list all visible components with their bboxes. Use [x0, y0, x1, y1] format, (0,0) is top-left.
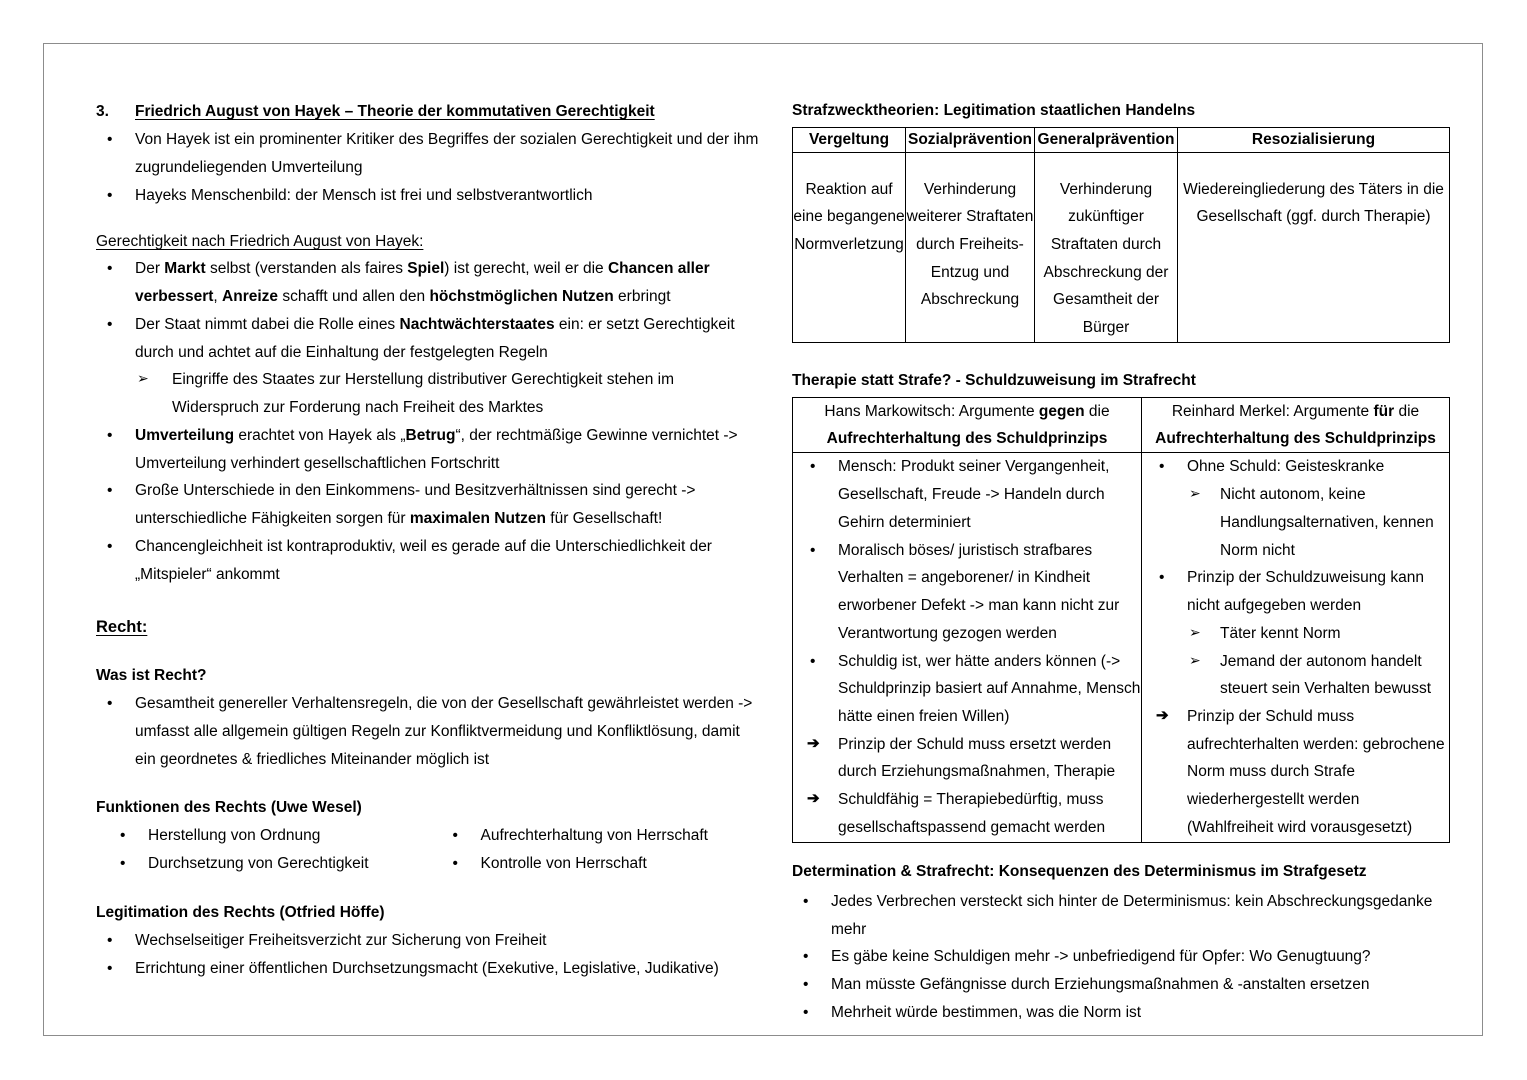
list-item-text: Der Markt selbst (verstanden als faires Spiel) ist gerecht, weil er die Chancen aller verbessert, Anreize schafft und allen den höchstmöglichen Nutzen erbringt — [135, 260, 710, 306]
bullet-icon: • — [107, 959, 113, 977]
gerechtigkeit-heading: Gerechtigkeit nach Friedrich August von Hayek: — [96, 233, 424, 251]
list-item — [793, 537, 1141, 648]
list-item — [96, 477, 761, 532]
list-item-text: Kontrolle von Herrschaft — [480, 855, 647, 873]
bullet-icon: • — [107, 482, 113, 500]
sub-arrow-icon: ➢ — [1189, 651, 1201, 668]
table-row — [793, 152, 1450, 342]
list-item — [1142, 564, 1449, 619]
column-header: Sozialprävention — [906, 128, 1035, 152]
table-header-row — [793, 398, 1450, 453]
column-header: Resozialisierung — [1178, 128, 1450, 152]
list-item-text: Große Unterschiede in den Einkommens- und Besitzverhältnissen sind gerecht -> unterschiedliche Fähigkeiten sorgen für maximalen Nutzen für Gesellschaft! — [135, 482, 696, 528]
bullet-icon: • — [810, 458, 816, 476]
page-columns — [44, 44, 1482, 1035]
list-item-text: Hayeks Menschenbild: der Mensch ist frei und selbstverantwortlich — [135, 186, 593, 204]
list-item — [1142, 620, 1449, 648]
table-cell — [793, 152, 906, 342]
list-item — [793, 731, 1141, 786]
bullet-icon: • — [120, 827, 126, 845]
list-item — [429, 822, 762, 850]
column-header: Generalprävention — [1035, 128, 1178, 152]
list-item-text: Prinzip der Schuld muss aufrechterhalten werden: gebrochene Norm muss durch Strafe wiederhergestellt werden (Wahlfreiheit wird vorausgesetzt) — [1187, 708, 1445, 836]
thick-arrow-icon: ➔ — [807, 734, 820, 752]
list-item — [96, 927, 761, 955]
list-item — [792, 943, 1454, 971]
list-item-text: Täter kennt Norm — [1220, 624, 1341, 642]
list-item — [96, 366, 761, 421]
bullet-icon: • — [107, 186, 113, 204]
sub-arrow-icon: ➢ — [1189, 485, 1201, 502]
bullet-icon: • — [803, 976, 809, 994]
list-item-text: Wechselseitiger Freiheitsverzicht zur Sicherung von Freiheit — [135, 931, 547, 949]
bullet-icon: • — [120, 855, 126, 873]
section-3-heading — [96, 99, 761, 124]
sub-list — [1142, 620, 1449, 703]
bullet-icon: • — [810, 541, 816, 559]
list-item — [96, 533, 761, 588]
list-item — [96, 311, 761, 366]
column-header-merkel: Reinhard Merkel: Argumente für die Aufrechterhaltung des Schuldprinzips — [1142, 398, 1450, 453]
list-item-text: Umverteilung erachtet von Hayek als „Betrug“, der rechtmäßige Gewinne vernichtet -> Umverteilung verhindert gesellschaftlichen Fortschritt — [135, 426, 738, 472]
list-item-text: Ohne Schuld: Geisteskranke — [1187, 458, 1385, 476]
thick-arrow-icon: ➔ — [1156, 707, 1169, 725]
list-item — [793, 648, 1141, 731]
bullet-icon: • — [107, 315, 113, 333]
list-item-text: Schuldfähig = Therapiebedürftig, muss gesellschaftspassend gemacht werden — [838, 791, 1106, 836]
list-item — [1142, 703, 1449, 842]
section-number: 3. — [96, 103, 109, 120]
bullet-icon: • — [107, 426, 113, 444]
determination-bullets — [792, 888, 1454, 1027]
list-item — [1142, 648, 1449, 703]
bullet-icon: • — [452, 855, 458, 873]
strafzweck-table — [792, 127, 1450, 343]
section-3-bullets — [96, 126, 761, 209]
funktionen-heading: Funktionen des Rechts (Uwe Wesel) — [96, 799, 362, 817]
funktionen-column-2 — [429, 822, 762, 877]
legitimation-heading: Legitimation des Rechts (Otfried Höffe) — [96, 903, 385, 921]
list-item-text: Jemand der autonom handelt steuert sein Verhalten bewusst — [1220, 652, 1432, 698]
list-item — [96, 822, 429, 850]
therapie-table-title: Therapie statt Strafe? - Schuldzuweisung im Strafrecht — [792, 371, 1196, 389]
sub-arrow-icon: ➢ — [137, 370, 149, 387]
bullet-icon: • — [1159, 569, 1165, 587]
list-item-text: Gesamtheit genereller Verhaltensregeln, die von der Gesellschaft gewährleistet werden -> umfasst alle allgemein gültigen Regeln zur Konfliktvermeidung und Konfliktlösung, damit ein geordnetes & friedliches Miteinander möglich ist — [135, 695, 753, 768]
bullet-icon: • — [107, 695, 113, 713]
list-item-text: Prinzip der Schuldzuweisung kann nicht aufgegeben werden — [1187, 569, 1424, 615]
list-item — [96, 955, 761, 983]
strafzweck-table-title: Strafzwecktheorien: Legitimation staatlichen Handelns — [792, 102, 1196, 119]
legitimation-bullets — [96, 927, 761, 982]
table-header-row — [793, 128, 1450, 152]
list-item-text: Es gäbe keine Schuldigen mehr -> unbefriedigend für Opfer: Wo Genugtuung? — [831, 948, 1371, 966]
bullet-icon: • — [803, 948, 809, 966]
table-cell-text: Verhinderung weiterer Straftaten durch Freiheits-Entzug und Abschreckung — [906, 180, 1034, 309]
document-page — [43, 43, 1483, 1036]
list-item — [792, 999, 1454, 1027]
list-item-text: Schuldig ist, wer hätte anders können (-> Schuldprinzip basiert auf Annahme, Mensch hätte einen freien Willen) — [838, 652, 1141, 726]
list-item-text: Eingriffe des Staates zur Herstellung distributiver Gerechtigkeit stehen im Widerspruch zur Forderung nach Freiheit des Marktes — [172, 371, 674, 417]
was-ist-recht-bullets — [96, 690, 761, 773]
table-cell-markowitsch-arguments — [793, 453, 1142, 842]
funktionen-column-1 — [96, 822, 429, 877]
list-item — [96, 182, 761, 210]
list-item-text: Aufrechterhaltung von Herrschaft — [480, 827, 708, 845]
list-item — [429, 850, 762, 878]
determination-heading: Determination & Strafrecht: Konsequenzen des Determinismus im Strafgesetz — [792, 862, 1367, 880]
list-item-text: Nicht autonom, keine Handlungsalternativen, kennen Norm nicht — [1220, 486, 1434, 559]
list-item — [96, 126, 761, 181]
list-item — [96, 850, 429, 878]
list-item — [96, 255, 761, 310]
list-item-text: Von Hayek ist ein prominenter Kritiker des Begriffes der sozialen Gerechtigkeit und der ihm zugrundeliegenden Umverteilung — [135, 131, 759, 176]
column-header-markowitsch: Hans Markowitsch: Argumente gegen die Aufrechterhaltung des Schuldprinzips — [793, 398, 1142, 453]
table-cell-text: Wiedereingliederung des Täters in die Gesellschaft (ggf. durch Therapie) — [1183, 180, 1444, 226]
list-item-text: Mehrheit würde bestimmen, was die Norm ist — [831, 1003, 1142, 1021]
list-item — [793, 786, 1141, 841]
bullet-icon: • — [452, 827, 458, 845]
recht-heading: Recht: — [96, 618, 148, 637]
bullet-icon: • — [1159, 458, 1165, 476]
left-column — [96, 99, 761, 982]
table-cell-text: Reaktion auf eine begangene Normverletzung — [793, 180, 905, 253]
bullet-icon: • — [803, 1003, 809, 1021]
list-item-text: Prinzip der Schuld muss ersetzt werden durch Erziehungsmaßnahmen, Therapie — [838, 735, 1116, 781]
list-item-text: Man müsste Gefängnisse durch Erziehungsmaßnahmen & -anstalten ersetzen — [831, 976, 1370, 994]
markowitsch-list — [793, 453, 1141, 841]
list-item-text: Moralisch böses/ juristisch strafbares Verhalten = angeborener/ in Kindheit erworbener Defekt -> man kann nicht zur Verantwortung gezogen werden — [838, 541, 1120, 642]
bullet-icon: • — [107, 537, 113, 555]
gerechtigkeit-subbullets — [96, 366, 761, 421]
list-item — [1142, 453, 1449, 481]
gerechtigkeit-bullets — [96, 255, 761, 366]
list-item-text: Herstellung von Ordnung — [148, 827, 321, 845]
list-item — [793, 453, 1141, 536]
thick-arrow-icon: ➔ — [807, 790, 820, 808]
right-column — [792, 99, 1454, 1027]
list-item — [1142, 481, 1449, 564]
table-cell — [1035, 152, 1178, 342]
list-item — [792, 888, 1454, 943]
funktionen-two-column-list — [96, 822, 761, 877]
table-cell — [906, 152, 1035, 342]
list-item-text: Der Staat nimmt dabei die Rolle eines Nachtwächterstaates ein: er setzt Gerechtigkeit durch und achtet auf die Einhaltung der festgelegten Regeln — [135, 315, 735, 361]
list-item-text: Mensch: Produkt seiner Vergangenheit, Gesellschaft, Freude -> Handeln durch Gehirn determiniert — [838, 458, 1110, 531]
sub-list — [1142, 481, 1449, 564]
list-item-text: Chancengleichheit ist kontraproduktiv, weil es gerade auf die Unterschiedlichkeit der „Mitspieler“ ankommt — [135, 537, 712, 583]
bullet-icon: • — [107, 260, 113, 278]
table-cell-merkel-arguments — [1142, 453, 1450, 842]
gerechtigkeit-bullets-cont — [96, 422, 761, 588]
list-item-text: Jedes Verbrechen versteckt sich hinter de Determinismus: kein Abschreckungsgedanke mehr — [831, 892, 1433, 938]
section-title: Friedrich August von Hayek – Theorie der kommutativen Gerechtigkeit — [135, 103, 655, 120]
table-cell-text: Verhinderung zukünftiger Straftaten durch Abschreckung der Gesamtheit der Bürger — [1043, 180, 1169, 337]
list-item — [792, 971, 1454, 999]
table-row — [793, 453, 1450, 842]
column-header: Vergeltung — [793, 128, 906, 152]
list-item — [96, 422, 761, 477]
bullet-icon: • — [810, 652, 816, 670]
was-ist-recht-heading: Was ist Recht? — [96, 666, 207, 684]
therapie-table — [792, 397, 1450, 843]
bullet-icon: • — [107, 931, 113, 949]
list-item — [96, 690, 761, 773]
bullet-icon: • — [107, 131, 113, 149]
merkel-list — [1142, 453, 1449, 841]
sub-arrow-icon: ➢ — [1189, 623, 1201, 640]
list-item-text: Errichtung einer öffentlichen Durchsetzungsmacht (Exekutive, Legislative, Judikative) — [135, 959, 719, 977]
list-item-text: Durchsetzung von Gerechtigkeit — [148, 855, 369, 873]
bullet-icon: • — [803, 892, 809, 910]
table-cell — [1178, 152, 1450, 342]
